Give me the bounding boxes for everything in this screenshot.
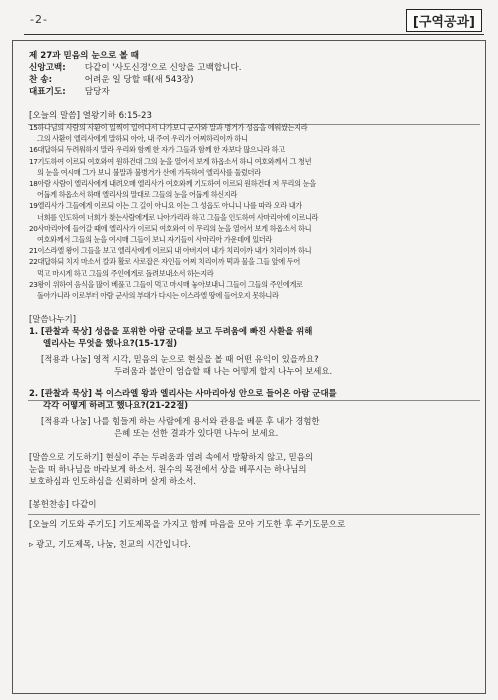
verse-line: 너희를 인도하여 너희가 찾는사람에게로 나아가리라 하고 그들을 인도하여 사마리아에 이르니라 (37, 212, 319, 222)
question-1: 1. [관찰과 묵상] 성읍을 포위한 아람 군대를 보고 두려움에 빠진 사환을 위해 (29, 326, 313, 337)
prayer-leader-text: 담당자 (84, 87, 110, 97)
closing-prayer-line: 눈을 떠 하나님을 바라보게 하소서. 원수의 목전에서 상을 베푸시는 하나님의 (29, 464, 307, 475)
verse-line: 어둡게 하옵소서 하매 엘리사의 말대로 그들의 눈을 어둡게 하신지라 (37, 190, 238, 200)
lesson-title: 제 27과 믿음의 눈으로 볼 때 (29, 51, 139, 61)
verse-line: 돌아가니라 이로부터 아람 군사의 부대가 다시는 이스라엘 땅에 들어오지 못하니라 (37, 291, 279, 301)
verse-line: 16대답하되 두려워하지 말라 우리와 함께 한 자가 그들과 함께 한 자보다 많으니라 하고 (29, 145, 285, 155)
scripture-heading: [오늘의 말씀] 열왕기하 6:15-23 (29, 111, 152, 121)
verse-line: 15하나님의 사람의 사환이 일찍이 일어나서 나가보니 군사와 말과 병거가 성읍을 에워쌌는지라 (29, 123, 308, 132)
verse-line: 20사마리아에 들어갈 때에 엘리사가 이르되 여호와여 이 무리의 눈을 열어서 보게 하옵소서 하니 (29, 223, 312, 233)
discussion-heading: [말씀나누기] (29, 314, 76, 325)
prayer-leader-row (29, 86, 479, 98)
prayer-leader-label: 대표기도: (29, 87, 66, 97)
verse-line: 여호와께서 그들의 눈을 여시매 그들이 보니 자기들이 사마리아 가운데에 있더라 (37, 235, 272, 245)
offering-hymn: [봉헌찬송] 다같이 (29, 500, 97, 511)
confession-text: 다같이 '사도신경'으로 신앙을 고백합니다. (84, 63, 242, 73)
hymn-row (29, 74, 479, 86)
confession-row (29, 62, 479, 74)
question-2: 2. [관찰과 묵상] 북 이스라엘 왕과 엘리사는 사마리아성 안으로 들어온 아람 군대를 (29, 388, 337, 399)
hymn-label: 찬 송: (29, 75, 53, 85)
question-1-cont: 엘리사는 무엇을 했나요?(15-17절) (43, 338, 178, 349)
closing-prayer-line: [말씀으로 기도하기] 현실이 주는 두려움과 염려 속에서 방황하지 않고, 믿음의 (29, 452, 313, 463)
hymn-text: 어려운 일 당할 때(새 543장) (84, 75, 194, 85)
verse-line: 그의 사환이 엘리사에게 말하되 아아, 내 주여 우리가 어찌하리이까 하니 (37, 134, 248, 144)
application-2: [적용과 나눔] 나를 힘들게 하는 사람에게 용서와 관용을 베푼 후 내가 경험한 (41, 416, 320, 427)
closing-prayer (29, 451, 479, 487)
verse-line: 먹고 마시게 하고 그들의 주인에게로 돌려보내소서 하는지라 (37, 268, 214, 278)
verse-line: 22대답하되 치지 마소서 칼과 활로 사로잡은 자인들 어찌 치리이까 떡과 물을 그들 앞에 두어 (29, 257, 300, 267)
verse-line: 17기도하여 이르되 여호와여 원하건대 그의 눈을 열어서 보게 하옵소서 하니 여호와께서 그 청년 (29, 156, 312, 166)
todays-prayer: [오늘의 기도와 주기도] 기도제목을 가지고 함께 마음을 모아 기도한 후 주기도문으로 (29, 520, 346, 531)
confession-label: 신앙고백: (29, 63, 66, 73)
page-number: -2- (30, 13, 48, 26)
closing-prayer-line: 보호하심과 인도하심을 신뢰하며 살게 하소서. (29, 476, 197, 487)
discussion-section (29, 313, 479, 439)
application-1-cont: 두려움과 불안이 엄습할 때 나는 어떻게 할지 나누어 보세요. (114, 366, 333, 377)
verse-line: 21이스라엘 왕이 그들을 보고 엘리사에게 이르되 내 아버지여 내가 치리이까 내가 치리이까 하니 (29, 246, 312, 256)
announcement: ▹ 광고, 기도제목, 나눔, 친교의 시간입니다. (29, 540, 191, 551)
scripture-passage (29, 122, 479, 301)
verse-line: 18아람 사람이 엘리사에게 내려오매 엘리사가 여호와께 기도하여 이르되 원하건대 저 무리의 눈을 (29, 179, 316, 189)
header-divider (24, 34, 484, 35)
verse-line: 의 눈을 여시매 그가 보니 불말과 불병거가 산에 가득하여 엘리사를 둘렀더라 (37, 167, 261, 177)
verse-line: 23왕이 위하여 음식을 많이 베풀고 그들이 먹고 마시매 놓아보내니 그들이 그들의 주인에게로 (29, 279, 303, 289)
application-2-cont: 은혜 또는 선한 결과가 있다면 나누어 보세요. (114, 428, 279, 439)
application-1: [적용과 나눔] 영적 시각, 믿음의 눈으로 현실을 볼 때 어떤 유익이 있을까요? (41, 354, 319, 365)
verse-line: 19엘리사가 그들에게 이르되 이는 그 길이 아니요 이는 그 성읍도 아니니 나를 따라 오라 내가 (29, 201, 302, 211)
section-label: [구역공과] (406, 9, 482, 32)
question-2-cont: 각각 어떻게 하려고 했나요?(21-22절) (43, 400, 189, 411)
lesson-content (29, 41, 479, 551)
